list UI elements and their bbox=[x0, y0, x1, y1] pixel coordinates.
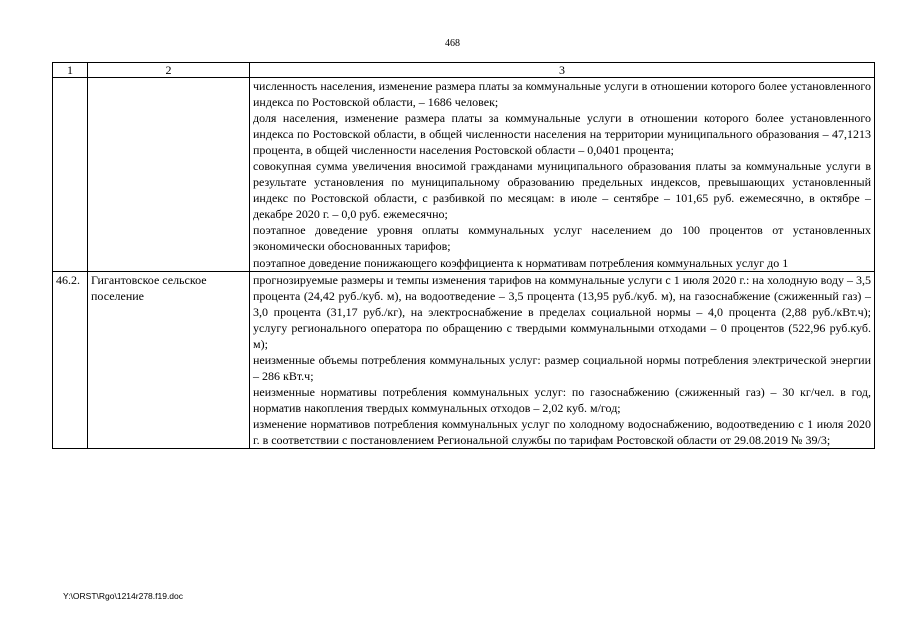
header-col-1: 1 bbox=[53, 63, 88, 78]
header-col-3: 3 bbox=[250, 63, 875, 78]
file-path-footer: Y:\ORST\Rgo\1214r278.f19.doc bbox=[63, 591, 184, 601]
paragraph: изменение нормативов потребления коммунальных услуг по холодному водоснабжению, водоотведению с 1 июля 2020 г. в соответствии с постановлением Региональной службы по тарифам Ростовской области от 29.08.2019 № 39/3; bbox=[253, 416, 871, 448]
row-content-cell bbox=[250, 271, 875, 449]
paragraph: совокупная сумма увеличения вносимой гражданами муниципального образования платы за коммунальные услуги в результате установления по муниципальному образованию предельных индексов, превышающих установленный индекс по Ростовской области, с разбивкой по месяцам: в июле – сентябре – 101,65 руб. ежемесячно, в октябре – декабре 2020 г. – 0,0 руб. ежемесячно; bbox=[253, 159, 871, 222]
document-table bbox=[52, 62, 875, 449]
paragraph: доля населения, изменение размера платы за коммунальные услуги в отношении которого более установленного индекса по Ростовской области, в общей численности населения на территории муниципального образования – 47,1213 процента, в общей численности населения Ростовской области – 0,0401 процента; bbox=[253, 111, 871, 158]
header-col-2: 2 bbox=[88, 63, 250, 78]
row-name-cell: Гигантовское сельское поселение bbox=[88, 271, 250, 449]
paragraph: неизменные нормативы потребления коммунальных услуг: по газоснабжению (сжиженный газ) – 30 кг/чел. в год, норматив накопления твердых коммунальных отходов – 2,02 куб. м/год; bbox=[253, 384, 871, 415]
table-row bbox=[53, 271, 875, 449]
paragraph: поэтапное доведение уровня оплаты коммунальных услуг населением до 100 процентов от установленных экономически обоснованных тарифов; bbox=[253, 223, 871, 254]
page-number: 468 bbox=[445, 38, 460, 49]
row-name-cell bbox=[88, 78, 250, 272]
paragraph: прогнозируемые размеры и темпы изменения тарифов на коммунальные услуги с 1 июля 2020 г.: на холодную воду – 3,5 процента (24,42 руб./куб. м), на водоотведение – 3,5 процента (13,95 руб./куб. м), на газоснабжение (сжиженный газ) – 3,0 процента (31,17 руб./кг), на электроснабжение в пределах социальной нормы – 4,0 процента (2,88 руб./кВт.ч); услугу регионального оператора по обращению с твердыми коммунальными отходами – 0 процентов (522,96 руб.куб. м); bbox=[253, 272, 871, 351]
row-number-cell bbox=[53, 78, 88, 272]
paragraph: неизменные объемы потребления коммунальных услуг: размер социальной нормы потребления электрической энергии – 286 кВт.ч; bbox=[253, 352, 871, 383]
row-number-cell: 46.2. bbox=[53, 271, 88, 449]
paragraph: поэтапное доведение понижающего коэффициента к нормативам потребления коммунальных услуг до 1 bbox=[253, 255, 789, 270]
table-header-row bbox=[53, 63, 875, 78]
paragraph: численность населения, изменение размера платы за коммунальные услуги в отношении которого более установленного индекса по Ростовской области, – 1686 человек; bbox=[253, 79, 871, 110]
table-row bbox=[53, 78, 875, 272]
row-content-cell bbox=[250, 78, 875, 272]
